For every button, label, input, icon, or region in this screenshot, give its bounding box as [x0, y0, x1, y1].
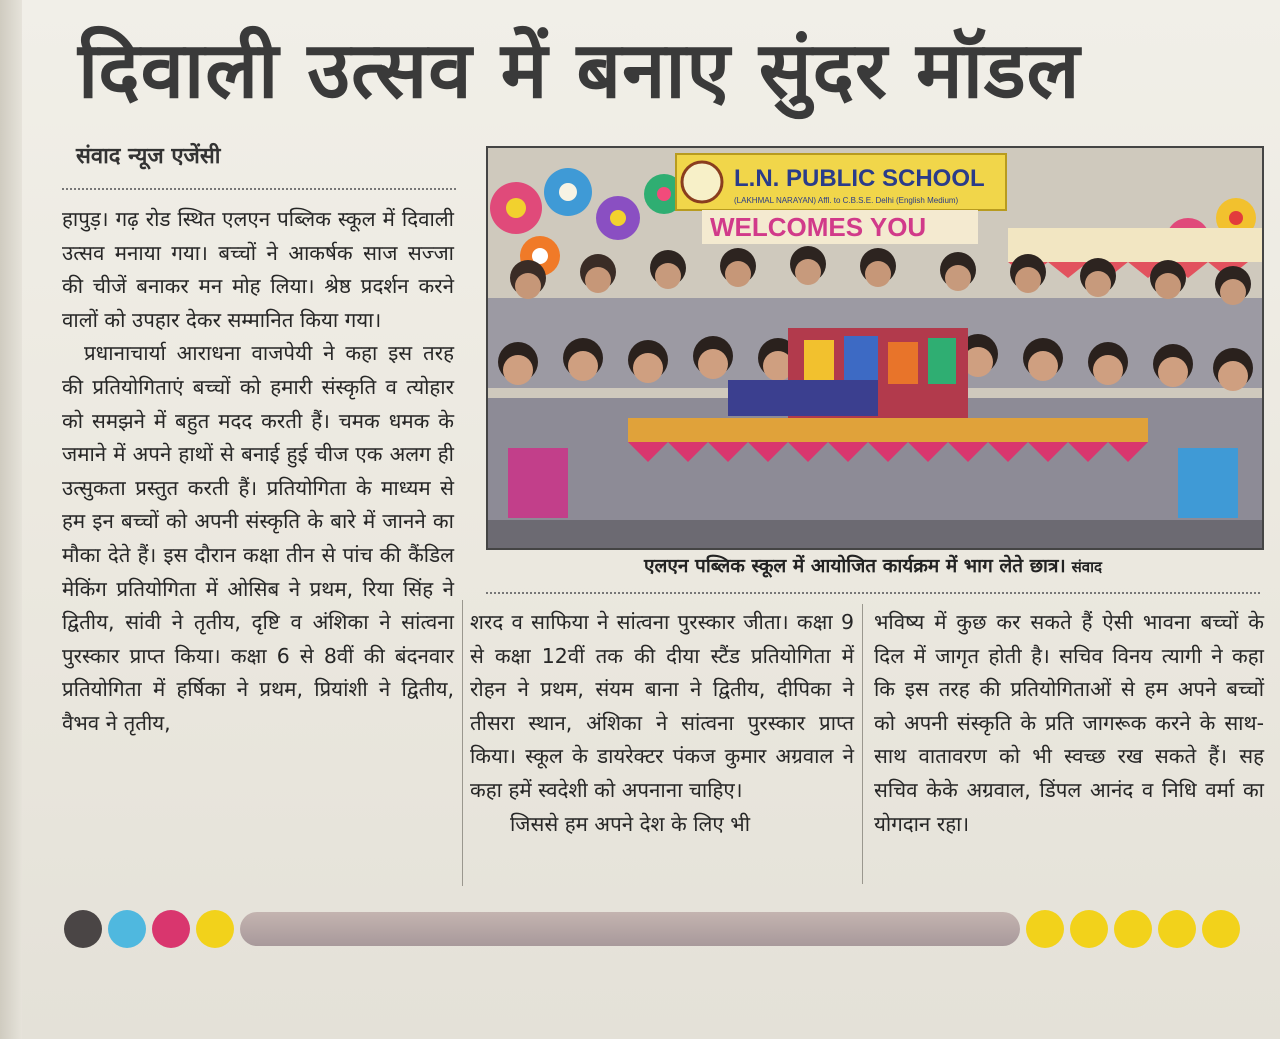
article-column-1: [62, 203, 454, 741]
event-photo: [486, 146, 1264, 550]
paragraph: जिससे हम अपने देश के लिए भी: [510, 811, 750, 836]
paragraph: शरद व साफिया ने सांत्वना पुरस्कार जीता। कक्षा 9 से कक्षा 12वीं तक की दीया स्टैंड प्रतियोगिता में रोहन ने प्रथम, संयम बाना ने द्वितीय, दीपिका ने तीसरा स्थान, अंशिका ने सांत्वना पुरस्कार प्राप्त किया। स्कूल के डायरेक्टर पंकज कुमार अग्रवाल ने कहा हमें स्वदेशी को अपनाना चाहिए।: [470, 610, 854, 802]
photo-caption: [486, 552, 1260, 578]
bunting-decor: [1008, 228, 1262, 262]
byline-divider: [62, 188, 456, 190]
registration-dot-cyan: [108, 910, 146, 948]
article-headline: दिवाली उत्सव में बनाए सुंदर मॉडल: [78, 26, 1081, 116]
school-logo-icon: [682, 162, 722, 202]
event-photo-illustration: [488, 148, 1262, 548]
welcome-text: WELCOMES YOU: [710, 212, 927, 242]
caption-text: एलएन पब्लिक स्कूल में आयोजित कार्यक्रम में भाग लेते छात्र।: [644, 555, 1066, 577]
banner-title: L.N. PUBLIC SCHOOL: [734, 165, 985, 192]
registration-dot-yellow: [1026, 910, 1064, 948]
registration-dot-yellow: [1202, 910, 1240, 948]
paragraph: भविष्य में कुछ कर सकते हैं ऐसी भावना बच्चों के दिल में जागृत होती है। सचिव विनय त्यागी ने कहा कि इस तरह की प्रतियोगिताओं से हम अपने बच्चों को अपनी संस्कृति के प्रति जागरूक करने के साथ-साथ वातावरण को भी स्वच्छ रख सकते हैं। सह सचिव केके अग्रवाल, डिंपल आनंद व निधि वर्मा का योगदान रहा।: [874, 610, 1264, 836]
registration-dot-yellow: [1158, 910, 1196, 948]
photo-credit: संवाद: [1071, 558, 1102, 576]
page-fold-edge: [0, 0, 22, 1039]
registration-dot-yellow: [1114, 910, 1152, 948]
article-column-2: [470, 606, 854, 841]
article-column-3: [874, 606, 1264, 841]
paragraph: हापुड़। गढ़ रोड स्थित एलएन पब्लिक स्कूल में दिवाली उत्सव मनाया गया। बच्चों ने आकर्षक साज सज्जा की चीजें बनाकर मन मोह लिया। श्रेष्ठ प्रदर्शन करने वालों को उपहार देकर सम्मानित किया गया।: [62, 207, 454, 332]
column-rule: [462, 600, 463, 886]
registration-dot-yellow: [1070, 910, 1108, 948]
registration-dot-magenta: [152, 910, 190, 948]
column-rule: [862, 604, 863, 884]
registration-dot-yellow: [196, 910, 234, 948]
paragraph: प्रधानाचार्या आराधना वाजपेयी ने कहा इस तरह की प्रतियोगिताएं बच्चों को हमारी संस्कृति व त्योहार को समझने में बहुत मदद करती हैं। चमक धमक के जमाने में अपने हाथों से बनाई हुई चीज एक अलग ही उत्सुकता प्रस्तुत करती हैं। प्रतियोगिता के माध्यम से हम इन बच्चों को अपनी संस्कृति के बारे में जानने का मौका देते हैं। इस दौरान कक्षा तीन से पांच की कैंडिल मेकिंग प्रतियोगिता में ओसिब ने प्रथम, रिया सिंह ने द्वितीय, सांवी ने तृतीय, दृष्टि व अंशिका ने सांत्वना पुरस्कार प्राप्त किया। कक्षा 6 से 8वीं की बंदनवार प्रतियोगिता में हर्षिका ने प्रथम, प्रियांशी ने द्वितीय, वैभव ने तृतीय,: [62, 341, 454, 735]
banner-subtitle: (LAKHMAL NARAYAN) Affl. to C.B.S.E. Delhi (English Medium): [734, 196, 959, 205]
caption-divider: [486, 592, 1260, 594]
registration-dot-black: [64, 910, 102, 948]
registration-bar: [240, 912, 1020, 946]
article-byline: संवाद न्यूज एजेंसी: [76, 144, 221, 169]
